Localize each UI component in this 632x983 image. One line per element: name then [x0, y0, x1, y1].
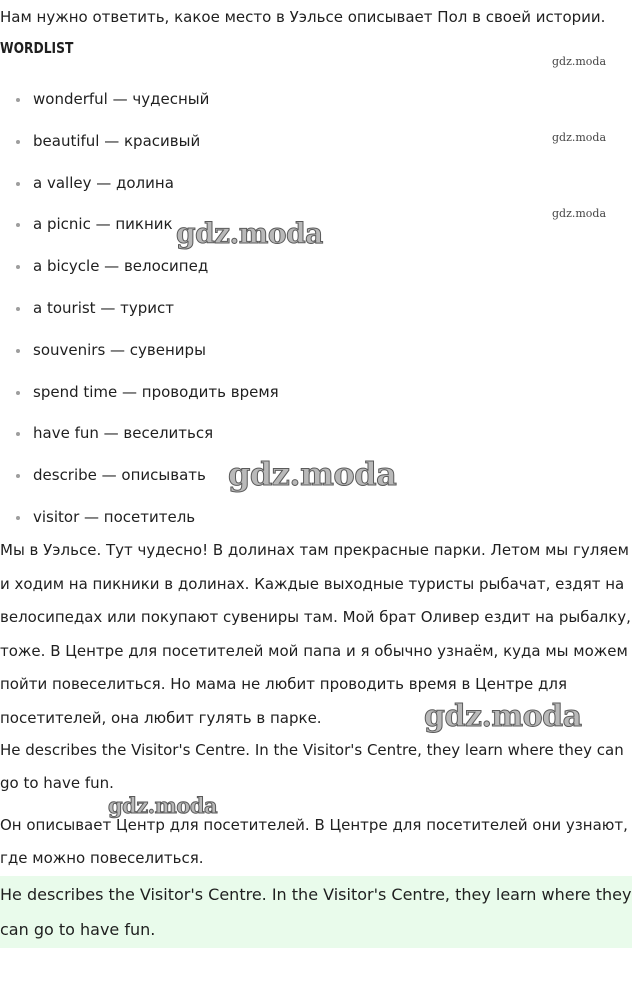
wordlist-heading: WORDLIST [0, 39, 74, 57]
final-answer-text: He describes the Visitor's Centre. In the Visitor's Centre, they learn where they can go to have fun. [0, 885, 632, 939]
list-item-text: have fun — веселиться [33, 424, 214, 443]
watermark-large: gdz.moda [228, 455, 397, 493]
watermark-small: gdz.moda [552, 207, 607, 220]
list-item [0, 288, 520, 330]
bullet-icon [16, 307, 20, 311]
list-item-text: a tourist — турист [33, 298, 174, 317]
answer-english: He describes the Visitor's Centre. In the Visitor's Centre, they learn where they can go to have fun. [0, 741, 624, 792]
list-item [0, 79, 520, 121]
list-item-text: a bicycle — велосипед [33, 257, 209, 276]
list-item-text: a valley — долина [33, 173, 174, 192]
list-item [0, 121, 520, 163]
list-item-text: beautiful — красивый [33, 131, 201, 150]
bullet-icon [16, 474, 20, 478]
watermark-small: gdz.moda [552, 55, 607, 68]
list-item-text: visitor — посетитель [33, 507, 196, 526]
list-item [0, 246, 520, 288]
list-item-text: describe — описывать [33, 466, 206, 485]
watermark-large: gdz.moda [424, 699, 582, 734]
bullet-icon [16, 223, 20, 227]
bullet-icon [16, 98, 20, 102]
watermark-large: gdz.moda [176, 217, 323, 250]
list-item-text: a picnic — пикник [33, 215, 173, 234]
watermark-medium: gdz.moda [108, 793, 218, 818]
list-item [0, 330, 520, 372]
bullet-icon [16, 432, 20, 436]
bullet-icon [16, 516, 20, 520]
story-translation: Мы в Уэльсе. Тут чудесно! В долинах там прекрасные парки. Летом мы гуляем и ходим на пикники в долинах. Каждые выходные туристы рыбачат, ездят на велосипедах или покупают сувениры там. Мой брат Оливер ездит на рыбалку, тоже. В Центре для посетителей мой папа и я обычно узнаём, куда мы можем пойти повеселиться. Но мама не любит проводить время в Центре для посетителей, она любит гулять в парке. [0, 541, 631, 727]
list-item [0, 413, 520, 455]
list-item [0, 497, 520, 539]
final-answer-box [0, 876, 632, 948]
list-item-text: souvenirs — сувениры [33, 340, 206, 359]
bullet-icon [16, 391, 20, 395]
bullet-icon [16, 140, 20, 144]
list-item [0, 163, 520, 205]
list-item-text: wonderful — чудесный [33, 90, 210, 108]
list-item [0, 372, 520, 414]
bullet-icon [16, 349, 20, 353]
watermark-small: gdz.moda [552, 131, 607, 144]
answer-russian: Он описывает Центр для посетителей. В Центре для посетителей они узнают, где можно повеселиться. [0, 816, 628, 867]
list-item-text: spend time — проводить время [33, 382, 279, 401]
bullet-icon [16, 182, 20, 186]
intro-text: Нам нужно ответить, какое место в Уэльсе описывает Пол в своей истории. [0, 8, 606, 26]
bullet-icon [16, 265, 20, 269]
